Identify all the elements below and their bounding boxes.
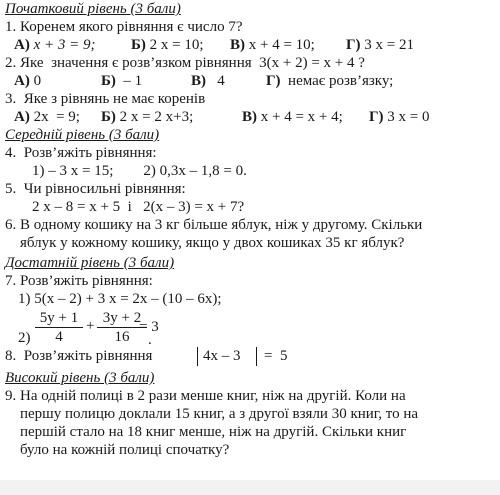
question-2-option-d [266, 73, 393, 90]
option-text: – 1 [115, 73, 143, 89]
option-letter: Б) [101, 109, 116, 125]
option-text: 3 x = 0 [383, 109, 430, 125]
question-3-text: 3. Яке з рівнянь не має коренів [5, 91, 206, 107]
option-text: 2 x = 2 x+3; [115, 109, 194, 125]
question-1-option-b [131, 37, 204, 54]
fraction-1-numerator: 5y + 1 [39, 310, 79, 326]
question-3-option-d [369, 109, 430, 126]
option-text: 3 x = 21 [360, 37, 415, 53]
option-letter: В) [230, 37, 245, 53]
question-7-text: 7. Розв’яжіть рівняння: [5, 273, 153, 289]
absolute-value-right-bar [256, 347, 257, 366]
option-text: 2 x = 10; [145, 37, 204, 53]
question-3-option-a [14, 109, 80, 126]
option-letter: Б) [131, 37, 146, 53]
question-2-option-c [191, 73, 225, 90]
question-1-text: 1. Коренем якого рівняння є число 7? [5, 19, 243, 35]
question-9-line-1: 9. На одній полиці в 2 рази менше книг, ніж на другій. Коли на [5, 388, 406, 404]
question-2-text: 2. Яке значення є розв’язком рівняння 3(x + 2) = x + 4 ? [5, 55, 365, 71]
question-6-line-1: 6. В одному кошику на 3 кг більше яблук, ніж у другому. Скільки [5, 217, 423, 233]
option-letter: А) [14, 109, 30, 125]
period-mark: . [148, 332, 152, 348]
question-7-equation-2-label: 2) [18, 330, 31, 346]
section-heading-intermediate: Середній рівень (3 бали) [5, 127, 160, 143]
option-letter: А) [14, 73, 30, 89]
option-text: x + 4 = 10; [245, 37, 315, 53]
question-8-text: 8. Розв’яжіть рівняння [5, 348, 153, 364]
section-heading-high: Високий рівень (3 бали) [5, 370, 155, 386]
question-6-line-2: яблук у кожному кошику, якщо у двох кошиках 35 кг яблук? [20, 235, 405, 251]
absolute-value-left-bar [197, 347, 198, 366]
question-5-equations: 2 x – 8 = x + 5 і 2(x – 3) = x + 7? [32, 199, 245, 215]
option-letter: Г) [266, 73, 281, 89]
question-1-option-c [230, 37, 315, 54]
question-3-option-b [101, 109, 193, 126]
section-heading-initial: Початковий рівень (3 бали) [5, 1, 181, 17]
question-4-text: 4. Розв’яжіть рівняння: [5, 145, 157, 161]
option-letter: Г) [346, 37, 361, 53]
option-letter: В) [242, 109, 257, 125]
option-text: x + 3 = 9; [29, 37, 96, 53]
equals-three: = 3 [139, 319, 159, 335]
page-bottom-margin [0, 480, 500, 495]
option-text: немає розв’язку; [280, 73, 394, 89]
question-8-expression: 4x – 3 [203, 348, 241, 364]
fraction-2-denominator: 16 [114, 329, 130, 345]
section-heading-sufficient: Достатній рівень (3 бали) [5, 255, 175, 271]
option-letter: Г) [369, 109, 384, 125]
option-text: 2x = 9; [29, 109, 80, 125]
question-7-equation-1: 1) 5(x – 2) + 3 x = 2x – (10 – 6x); [18, 291, 222, 307]
option-text: 4 [206, 73, 225, 89]
option-text: x + 4 = x + 4; [257, 109, 343, 125]
question-2-option-b [101, 73, 142, 90]
question-1-option-a [14, 37, 95, 54]
question-1-option-d [346, 37, 414, 54]
fraction-1-bar [35, 327, 83, 328]
question-9-line-4: було на кожній полиці спочатку? [20, 442, 230, 458]
question-2-option-a [14, 73, 41, 90]
option-letter: А) [14, 37, 30, 53]
plus-sign: + [86, 318, 95, 334]
fraction-2-numerator: 3y + 2 [102, 310, 142, 326]
option-letter: В) [191, 73, 206, 89]
option-text: 0 [29, 73, 42, 89]
question-9-line-2: першу полицю доклали 15 книг, а з другої взяли 30 книг, то на [20, 406, 419, 422]
question-3-option-c [242, 109, 343, 126]
question-8-equals: = 5 [264, 348, 288, 364]
question-9-line-3: першій стало на 18 книг менше, ніж на другій. Скільки книг [20, 424, 407, 440]
option-letter: Б) [101, 73, 116, 89]
question-5-text: 5. Чи рівносильні рівняння: [5, 181, 186, 197]
question-4-equations: 1) – 3 x = 15; 2) 0,3x – 1,8 = 0. [32, 163, 247, 179]
fraction-1-denominator: 4 [55, 329, 63, 345]
